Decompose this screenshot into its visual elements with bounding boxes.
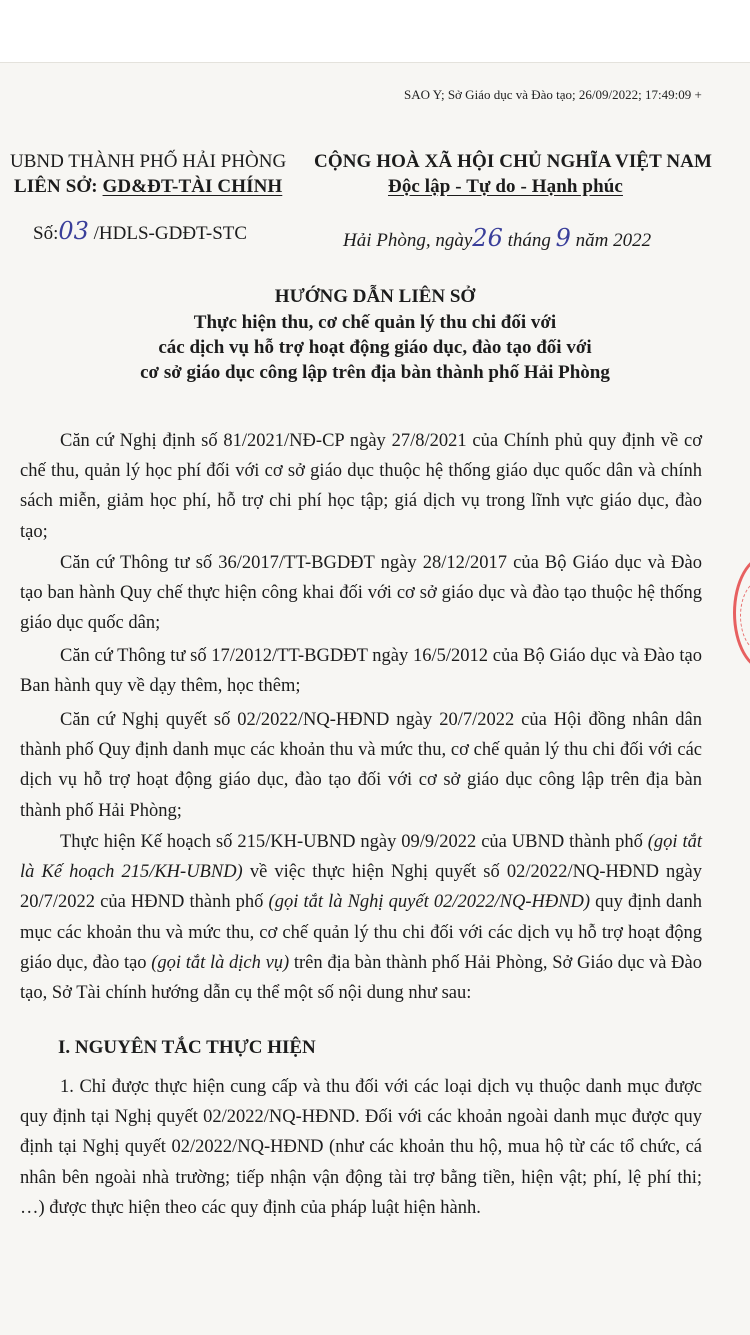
issuer-line2-departments: GD&ĐT-TÀI CHÍNH [102, 176, 283, 197]
date-place: Hải Phòng, ngày [343, 230, 473, 251]
date-line [343, 224, 651, 252]
p5-text-a: Thực hiện Kế hoạch số 215/KH-UBND ngày 09/9/2022 của UBND thành phố [60, 832, 648, 852]
so-number-handwritten: 03 [58, 217, 89, 245]
so-code: /HDLS-GDĐT-STC [93, 223, 248, 244]
issuer-line1: UBND THÀNH PHỐ HẢI PHÒNG [10, 151, 287, 172]
national-motto: Độc lập - Tự do - Hạnh phúc [388, 176, 623, 197]
date-month-handwritten: 9 [555, 224, 571, 252]
p5-italic-d: (gọi tắt là Nghị quyết 02/2022/NQ-HĐND) [268, 892, 591, 913]
paragraph-legal-basis-1: Căn cứ Nghị định số 81/2021/NĐ-CP ngày 27/8/2021 của Chính phủ quy định về cơ chế thu, quản lý học phí đối với cơ sở giáo dục thuộc hệ thống giáo dục quốc dân và chính sách miễn, giảm học phí, hỗ trợ chi phí học tập; giá dịch vụ trong lĩnh vực giáo dục, đào tạo; [20, 431, 702, 542]
subtitle-line1: Thực hiện thu, cơ chế quản lý thu chi đối với [193, 312, 557, 333]
section-heading: I. NGUYÊN TẮC THỰC HIỆN [58, 1037, 316, 1058]
p5-italic-b: (gọi tắt là Kế hoạch 215/KH-UBND) [20, 832, 702, 883]
document-number [33, 217, 247, 245]
issuer-line2-prefix: LIÊN SỞ: [14, 176, 103, 197]
p5-italic-f: (gọi tắt là dịch vụ) [151, 952, 290, 973]
top-margin [0, 0, 750, 62]
national-title: CỘNG HOÀ XÃ HỘI CHỦ NGHĨA VIỆT NAM [314, 151, 713, 172]
subtitle-line2: các dịch vụ hỗ trợ hoạt động giáo dục, đào tạo đối với [158, 337, 592, 358]
so-label: Số: [33, 223, 59, 244]
date-day-handwritten: 26 [472, 224, 503, 252]
document-title: HƯỚNG DẪN LIÊN SỞ [274, 286, 476, 307]
date-year: năm 2022 [575, 230, 652, 251]
paragraph-principle-1: 1. Chỉ được thực hiện cung cấp và thu đối với các loại dịch vụ thuộc danh mục được quy định tại Nghị quyết 02/2022/NQ-HĐND. Đối với các khoản ngoài danh mục được quy định tại Nghị quyết 02/2022/NQ-HĐND (như các khoản thu hộ, mua hộ từ các tổ chức, cá nhân bên ngoài nhà trường; tiếp nhận vận động tài trợ bằng tiền, hiện vật; phí, lệ phí thi; …) được thực hiện theo các quy định của pháp luật hiện hành. [20, 1077, 702, 1218]
p5-text-e: quy định danh mục các khoản thu và mức thu, cơ chế quản lý thu chi đối với các dịch vụ hỗ trợ hoạt động giáo dục, đào tạo [20, 892, 703, 973]
paragraph-legal-basis-3: Căn cứ Thông tư số 17/2012/TT-BGDĐT ngày 16/5/2012 của Bộ Giáo dục và Đào tạo Ban hành quy về dạy thêm, học thêm; [20, 646, 702, 697]
p5-text-g: trên địa bàn thành phố Hải Phòng, Sở Giáo dục và Đào tạo, Sở Tài chính hướng dẫn cụ thể một số nội dung như sau: [20, 952, 702, 1004]
paragraph-legal-basis-4: Căn cứ Nghị quyết số 02/2022/NQ-HĐND ngày 20/7/2022 của Hội đồng nhân dân thành phố Quy định danh mục các khoản thu và mức thu, cơ chế quản lý thu chi đối với các dịch vụ hỗ trợ hoạt động giáo dục, đào tạo đối với cơ sở giáo dục công lập trên địa bàn thành phố Hải Phòng; [20, 710, 702, 821]
paragraph-legal-basis-2: Căn cứ Thông tư số 36/2017/TT-BGDĐT ngày 28/12/2017 của Bộ Giáo dục và Đào tạo ban hành Quy chế thực hiện công khai đối với cơ sở giáo dục và đào tạo thuộc hệ thống giáo dục quốc dân; [20, 553, 702, 634]
paragraph-implementation [20, 827, 702, 1008]
digital-copy-stamp: SAO Y; Sở Giáo dục và Đào tạo; 26/09/2022; 17:49:09 + [404, 87, 702, 102]
p5-text-c: về việc thực hiện Nghị quyết số 02/2022/NQ-HĐND ngày 20/7/2022 của HĐND thành phố [20, 862, 702, 913]
issuer-line2 [14, 176, 282, 198]
subtitle-line3: cơ sở giáo dục công lập trên địa bàn thành phố Hải Phòng [140, 362, 610, 383]
date-month-label: tháng [507, 230, 551, 251]
